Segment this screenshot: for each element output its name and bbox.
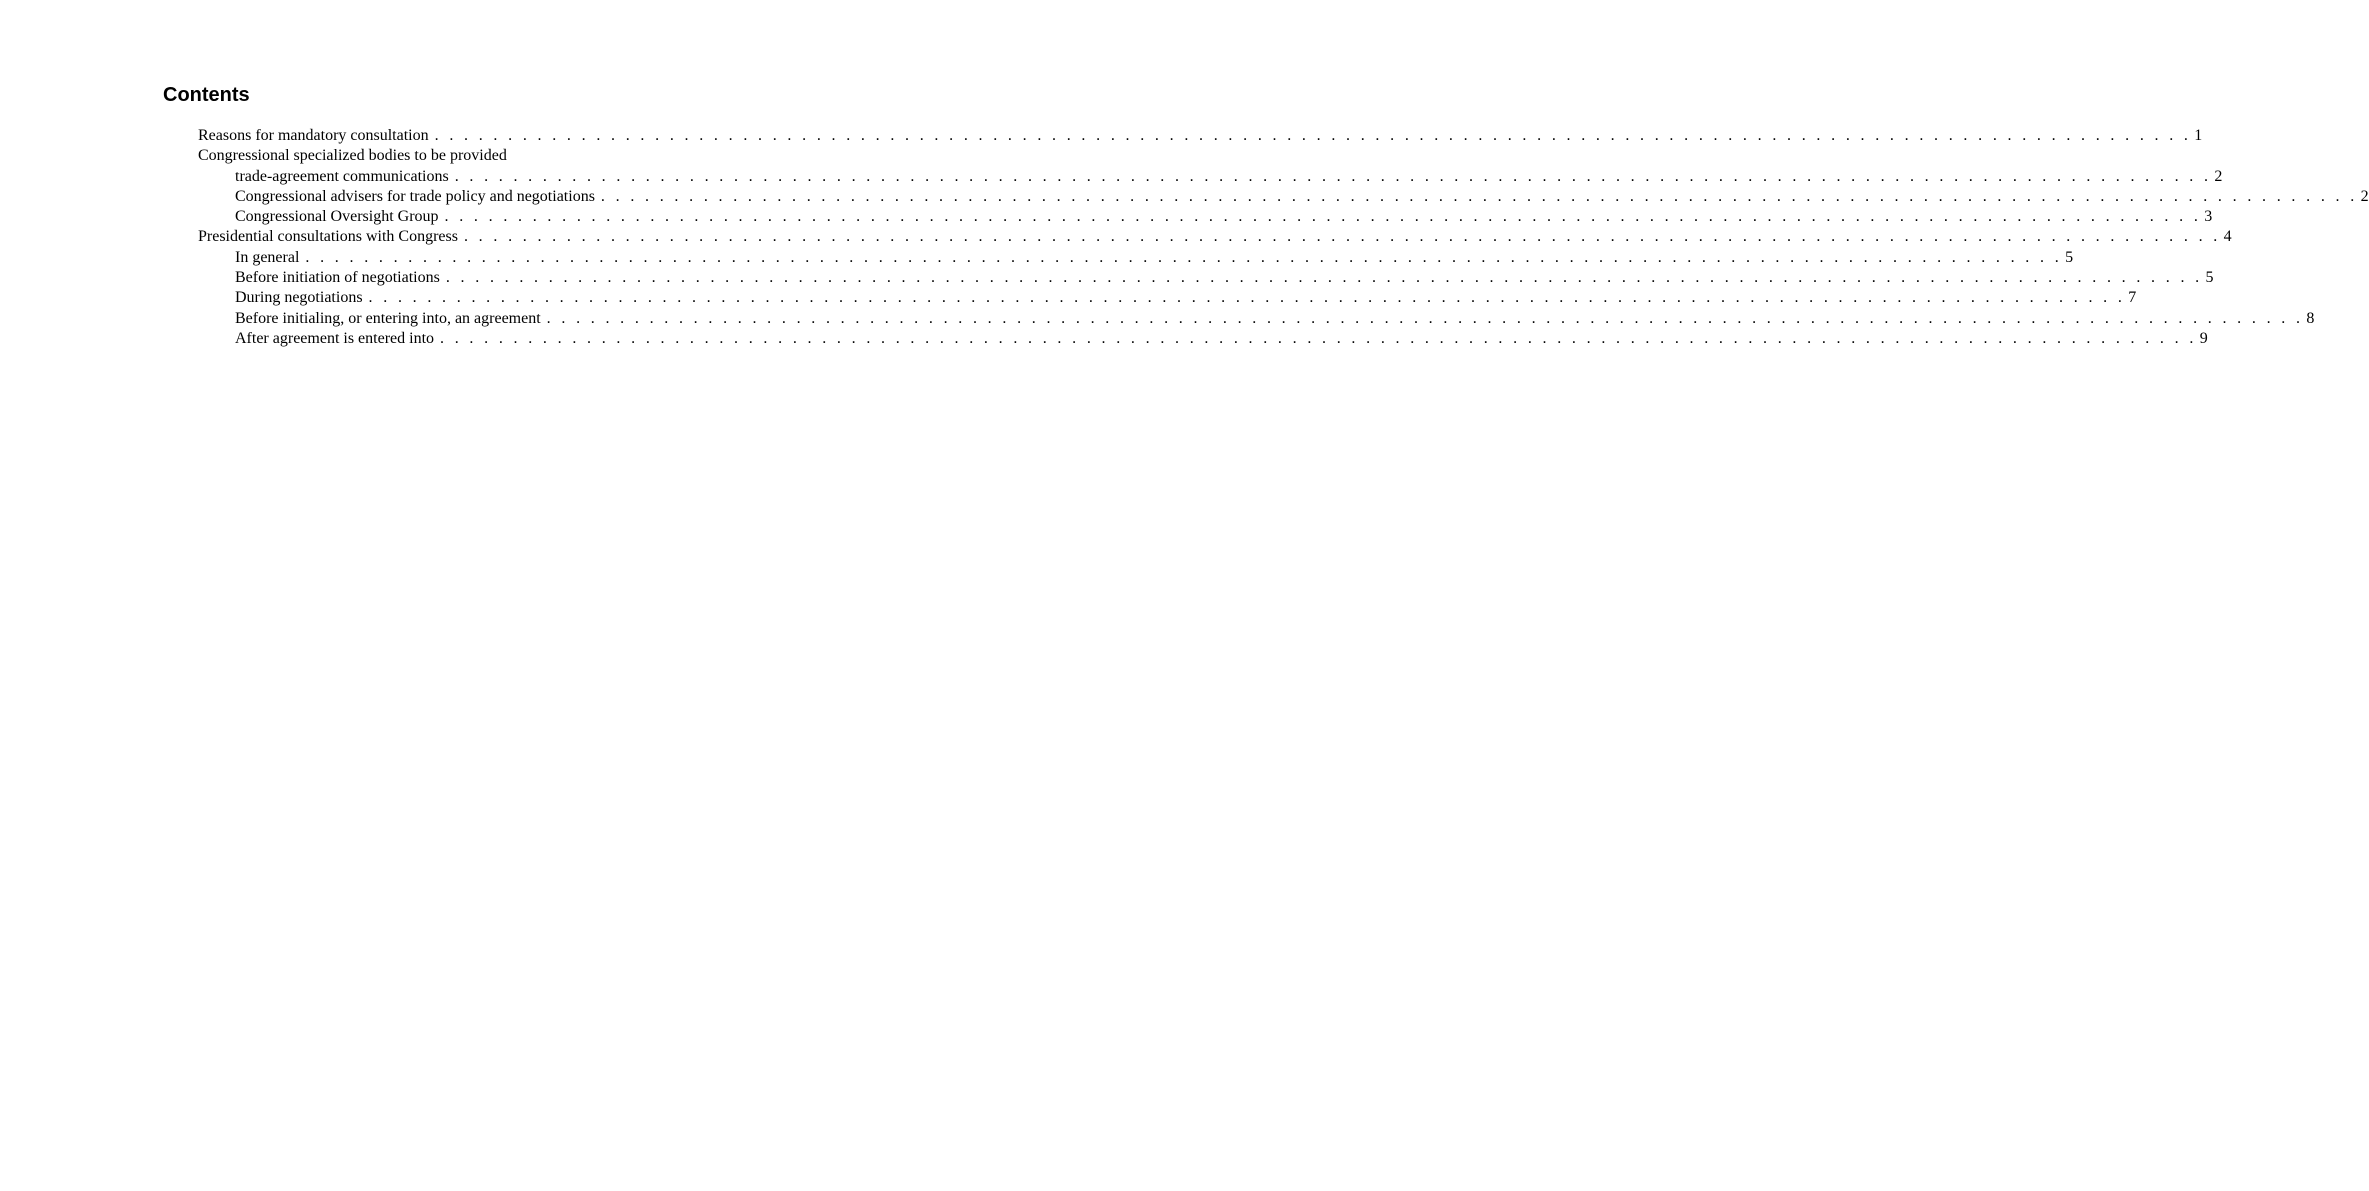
toc-entry-title: Reasons for mandatory consultation (198, 127, 429, 144)
toc-page-number: 2 (2360, 187, 2369, 205)
toc-page-number: 8 (2306, 309, 2315, 327)
toc-entry (198, 268, 2214, 288)
toc-entry-title: Congressional specialized bodies to be provided (198, 147, 507, 165)
toc-entry (198, 288, 2137, 308)
toc-entry-title: Presidential consultations with Congress (198, 228, 458, 246)
toc-entry-title: Before initialing, or entering into, an agreement (235, 309, 541, 327)
toc-dot-leader: . . . . . . . . . . . . . . . . . . . . . . . . . . . . . . . . . . . . . . . . . . . . . . . . . . . . . . . . . . . . . . . . . . . . . . . . . . . . . . . . . . . . . . . . . . . . . . . . . . . . . . . . . . . . . . . . . . . . . . . . (445, 269, 2203, 287)
toc-entry (198, 167, 2223, 187)
toc-entry-title: Before initiation of negotiations (235, 269, 440, 287)
toc-entry (198, 248, 2074, 268)
toc-page-number: 9 (2199, 329, 2208, 347)
toc-entry-title: After agreement is entered into (235, 329, 435, 347)
toc-entry (198, 227, 2232, 247)
toc-page-number: 5 (2205, 269, 2214, 287)
toc-entry-title: During negotiations (235, 289, 363, 307)
toc-page-number: 5 (2065, 248, 2074, 266)
toc-dot-leader: . . . . . . . . . . . . . . . . . . . . . . . . . . . . . . . . . . . . . . . . . . . . . . . . . . . . . . . . . . . . . . . . . . . . . . . . . . . . . . . . . . . . . . . . . . . . . . . . . . . . . . . . . . . . . . . . . . . . . . . . (546, 309, 2304, 327)
toc-entry (198, 146, 758, 166)
toc-entry-title: Congressional Oversight Group (235, 208, 439, 226)
toc-page-number: 1 (2194, 127, 2203, 144)
toc-dot-leader: . . . . . . . . . . . . . . . . . . . . . . . . . . . . . . . . . . . . . . . . . . . . . . . . . . . . . . . . . . . . . . . . . . . . . . . . . . . . . . . . . . . . . . . . . . . . . . . . . . . . . . . . . . . . . . . . . . . . . . . . (600, 187, 2358, 205)
toc-entry-title: Congressional advisers for trade policy and negotiations (235, 187, 595, 205)
toc-page-number: 2 (2214, 167, 2223, 185)
toc-entry-title: In general (235, 248, 300, 266)
toc-entry (198, 126, 2203, 146)
toc-page-number: 4 (2223, 228, 2232, 246)
toc-entry (198, 329, 2208, 349)
toc-page-number: 7 (2128, 289, 2137, 307)
toc-dot-leader: . . . . . . . . . . . . . . . . . . . . . . . . . . . . . . . . . . . . . . . . . . . . . . . . . . . . . . . . . . . . . . . . . . . . . . . . . . . . . . . . . . . . . . . . . . . . . . . . . . . . . . . . . . . . . . . . . . . . . . . . (444, 208, 2202, 226)
toc-entry (198, 309, 2315, 329)
toc-dot-leader: . . . . . . . . . . . . . . . . . . . . . . . . . . . . . . . . . . . . . . . . . . . . . . . . . . . . . . . . . . . . . . . . . . . . . . . . . . . . . . . . . . . . . . . . . . . . . . . . . . . . . . . . . . . . . . . . . . . . . . . . (305, 248, 2063, 266)
toc-dot-leader: . . . . . . . . . . . . . . . . . . . . . . . . . . . . . . . . . . . . . . . . . . . . . . . . . . . . . . . . . . . . . . . . . . . . . . . . . . . . . . . . . . . . . . . . . . . . . . . . . . . . . . . . . . . . . . . . . . . . . . . . (368, 289, 2126, 307)
toc-page-number: 3 (2204, 208, 2213, 226)
toc-entry-title: trade-agreement communications (235, 167, 449, 185)
toc-entry (198, 207, 2213, 227)
toc-dot-leader: . . . . . . . . . . . . . . . . . . . . . . . . . . . . . . . . . . . . . . . . . . . . . . . . . . . . . . . . . . . . . . . . . . . . . . . . . . . . . . . . . . . . . . . . . . . . . . . . . . . . . . . . . . . . . . . . . . . . . . . . (440, 329, 2197, 347)
table-of-contents (198, 126, 2369, 349)
toc-entry (198, 187, 2369, 207)
toc-dot-leader: . . . . . . . . . . . . . . . . . . . . . . . . . . . . . . . . . . . . . . . . . . . . . . . . . . . . . . . . . . . . . . . . . . . . . . . . . . . . . . . . . . . . . . . . . . . . . . . . . . . . . . . . . . . . . . . . . . . . . . . . (454, 167, 2212, 185)
toc-dot-leader: . . . . . . . . . . . . . . . . . . . . . . . . . . . . . . . . . . . . . . . . . . . . . . . . . . . . . . . . . . . . . . . . . . . . . . . . . . . . . . . . . . . . . . . . . . . . . . . . . . . . . . . . . . . . . . . . . . . . . . . . (463, 228, 2221, 246)
contents-heading: Contents (163, 84, 250, 106)
toc-dot-leader: . . . . . . . . . . . . . . . . . . . . . . . . . . . . . . . . . . . . . . . . . . . . . . . . . . . . . . . . . . . . . . . . . . . . . . . . . . . . . . . . . . . . . . . . . . . . . . . . . . . . . . . . . . . . . . . . . . . . . . . . (434, 127, 2192, 144)
